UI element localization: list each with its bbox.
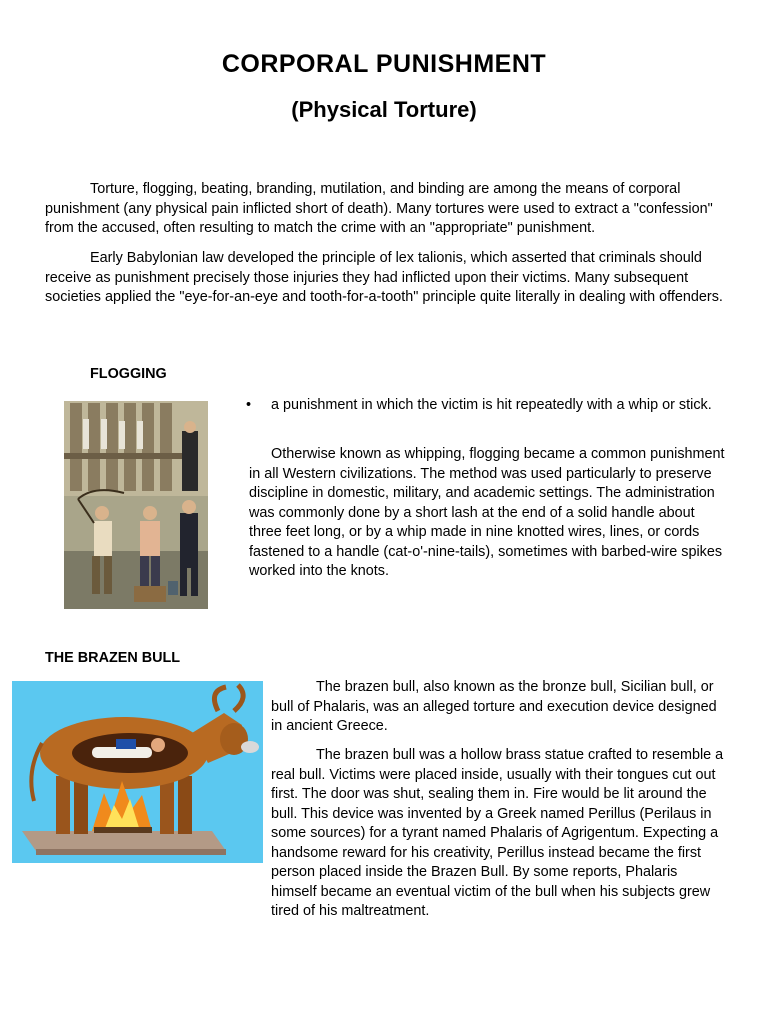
bull-paragraph-1: The brazen bull, also known as the bronze bull, Sicilian bull, or bull of Phalaris, was an alleged torture and execution device designed in ancient Greece.	[271, 679, 717, 734]
intro-paragraph-1: Torture, flogging, beating, branding, mutilation, and binding are among the means of corporal punishment (any physical pain inflicted short of death). Many tortures were used to extract a "confession" from the accused, often resulting to match the crime with an "appropriate" punishment.	[45, 181, 713, 236]
flogging-heading: FLOGGING	[90, 366, 167, 382]
flogging-definition: a punishment in which the victim is hit repeatedly with a whip or stick.	[271, 397, 712, 413]
page-title: CORPORAL PUNISHMENT	[221, 50, 547, 78]
brazen-bull-heading: THE BRAZEN BULL	[45, 650, 181, 666]
flogging-paragraph: Otherwise known as whipping, flogging became a common punishment in all Western civilizations. The method was used particularly to preserve discipline in domestic, military, and academic settings. The administration was commonly done by a short lash at the end of a solid handle about three feet long, or by a whip made in nine knotted wires, lines, or cords fastened to a handle (cat-o'-nine-tails), sometimes with barbed-wire spikes worked into the knots.	[249, 446, 725, 579]
flogging-illustration	[64, 401, 208, 609]
intro-paragraph-2: Early Babylonian law developed the principle of lex talionis, which asserted that criminals should receive as punishment precisely those injuries they had inflicted upon their victims. Many subsequent societies applied the "eye-for-an-eye and tooth-for-a-tooth" principle quite literally in dealing with offenders.	[45, 250, 723, 305]
bullet-marker: •	[246, 397, 252, 413]
brazen-bull-illustration	[12, 681, 263, 863]
flogging-bullet	[246, 396, 726, 416]
page-subtitle: (Physical Torture)	[291, 97, 477, 122]
bull-paragraph-2: The brazen bull was a hollow brass statue crafted to resemble a real bull. Victims were placed inside, usually with their tongues cut out first. The door was shut, sealing them in. Fire would be lit around the bull. This device was invented by a Greek named Perillus (Perilaus in some sources) for a tyrant named Phalaris of Agrigentum. Expecting a handsome reward for his creativity, Perillus instead became the first person placed inside the Brazen Bull. By some reports, Phalaris himself became an eventual victim of the bull when his subjects grew tired of his maltreatment.	[271, 747, 724, 919]
